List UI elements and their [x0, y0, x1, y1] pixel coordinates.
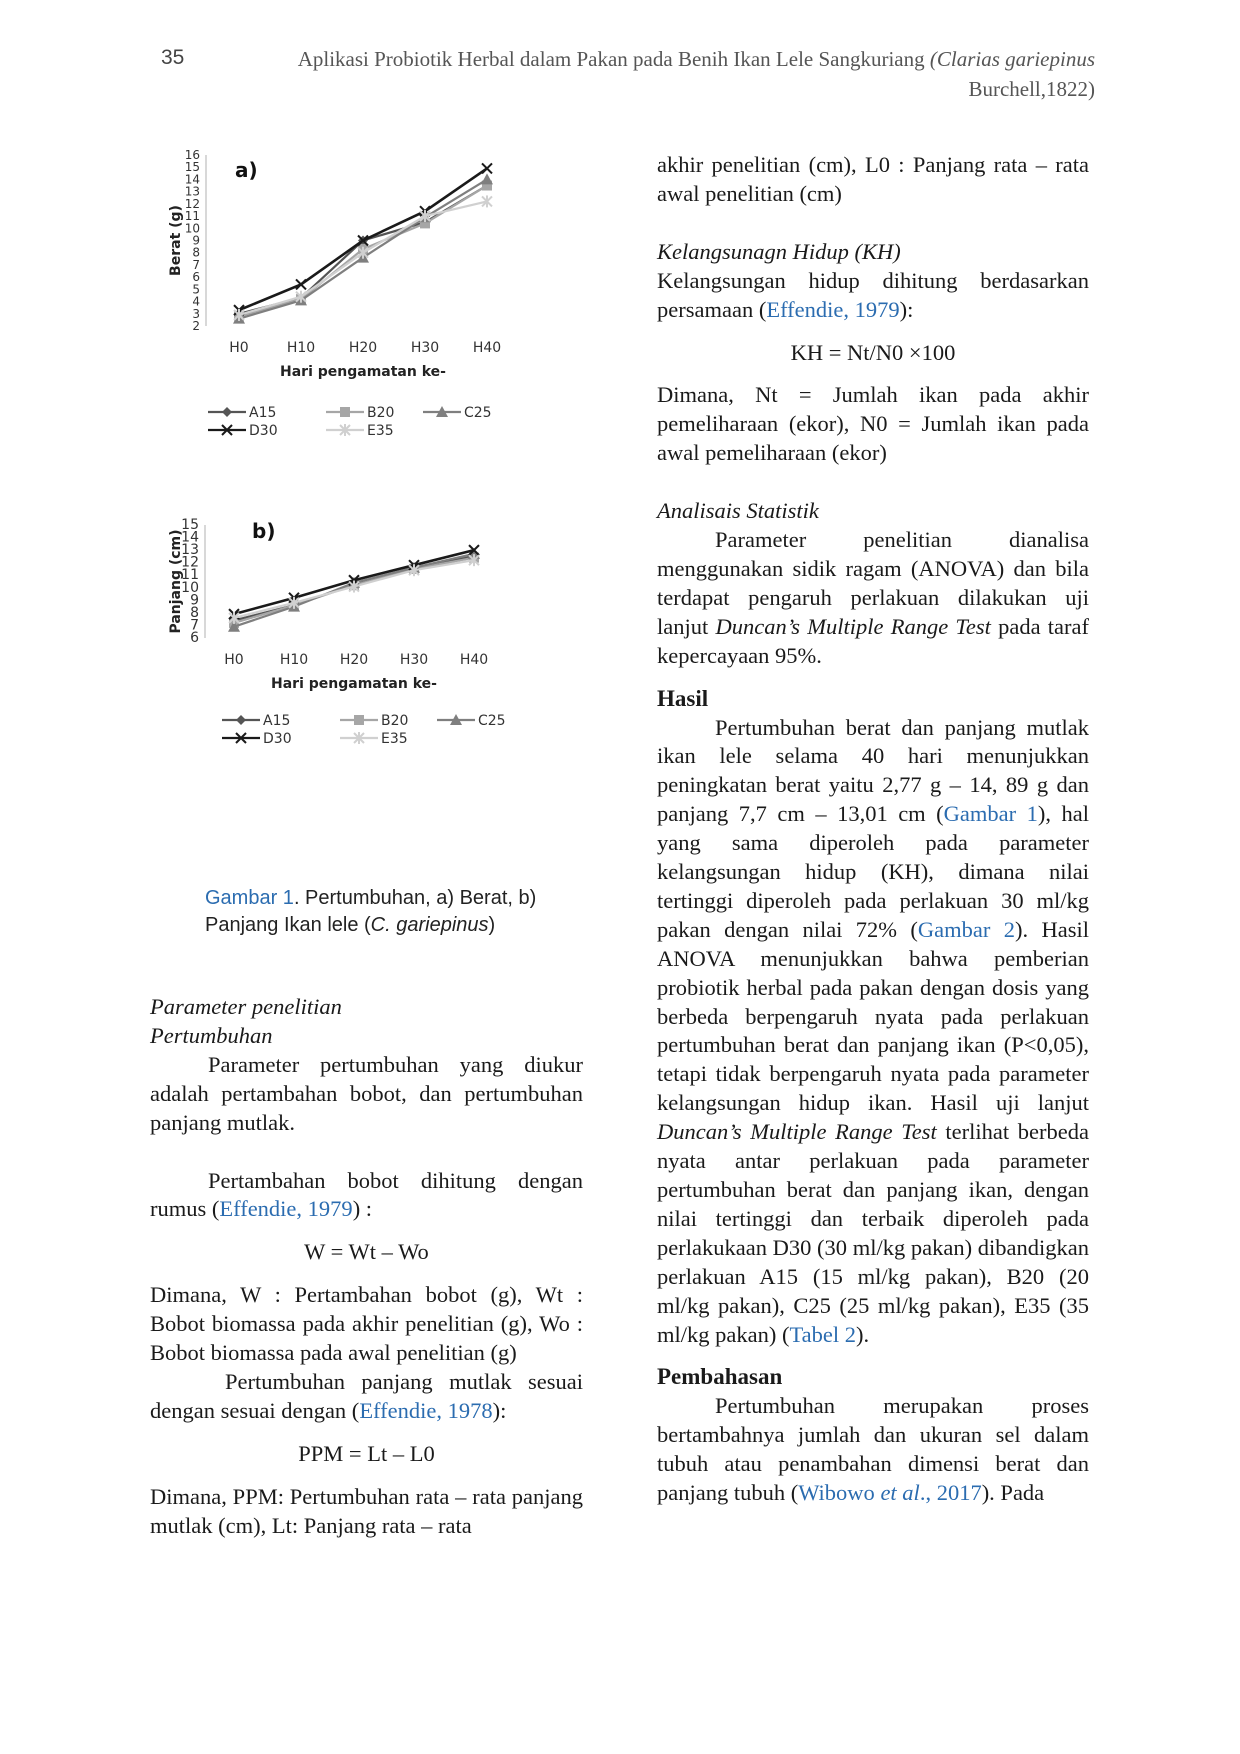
- y-tick-label: 15: [181, 517, 199, 533]
- x-tick-label: H40: [472, 340, 502, 356]
- y-tick-label: 6: [190, 630, 199, 646]
- chart-berat: [168, 148, 580, 495]
- running-head: [135, 44, 1095, 104]
- y-tick-label: 9: [190, 592, 199, 609]
- left-column: [150, 993, 583, 1541]
- x-tick-label: H20: [348, 340, 378, 356]
- x-tick-label: H40: [459, 652, 489, 668]
- legend-item: [208, 423, 278, 439]
- chart-panjang: [168, 517, 580, 845]
- y-tick-label: 11: [184, 209, 200, 224]
- legend-label: D30: [263, 731, 292, 747]
- x-tick-label: H30: [410, 340, 440, 356]
- y-axis-label: Berat (g): [168, 205, 184, 276]
- marker-triangle: [481, 173, 493, 184]
- x-tick-label: H30: [399, 652, 429, 668]
- figure-ref-link[interactable]: Gambar 1: [943, 801, 1038, 827]
- figure-caption: [205, 885, 585, 939]
- y-tick-label: 10: [184, 221, 200, 236]
- running-title: Aplikasi Probiotik Herbal dalam Pakan pada Benih Ikan Lele Sangkuriang: [297, 47, 925, 71]
- legend-label: A15: [263, 713, 291, 729]
- x-tick-label: H20: [339, 652, 369, 668]
- x-axis-label: Hari pengamatan ke-: [280, 364, 446, 380]
- paragraph: Dimana, W : Pertambahan bobot (g), Wt : Bobot biomassa pada akhir penelitian (g), Wo : Bobot biomassa pada awal penelitian (g): [150, 1282, 583, 1366]
- legend-item: [437, 713, 506, 729]
- panel-label: b): [252, 519, 276, 543]
- paragraph: Pertumbuhan panjang mutlak sesuai dengan sesuai dengan (Effendie, 1978):: [150, 1368, 583, 1423]
- x-tick-label: H10: [279, 652, 309, 668]
- y-tick-label: 7: [190, 617, 199, 634]
- page-number: 35: [161, 46, 185, 69]
- x-tick-label: H0: [224, 652, 244, 668]
- marker-x: [482, 163, 492, 173]
- y-tick-label: 8: [192, 245, 200, 260]
- series-D30: [234, 163, 492, 315]
- formula-kh: KH = Nt/N0 ×100: [790, 339, 956, 365]
- y-axis-label: Panjang (cm): [168, 529, 184, 634]
- figure-ref-link[interactable]: Gambar 2: [917, 916, 1016, 942]
- y-tick-label: 14: [184, 172, 200, 187]
- y-tick-label: 5: [192, 282, 200, 297]
- paragraph: Pertumbuhan berat dan panjang mutlak ikan lele selama 40 hari menunjukkan peningkatan berat yaitu 2,77 g – 14, 89 g dan panjang 7,7 cm – 13,01 cm (Gambar 1), hal yang sama diperoleh pada parameter kelangsungan hidup (KH), dimana nilai tertinggi diperoleh pada perlakuan 30 ml/kg pakan dengan nilai 72% (Gambar 2). Hasil ANOVA menunjukkan bahwa pemberian probiotik herbal pada pakan dengan dosis yang berbeda berpengaruh nyata pada perlakuan pertumbuhan berat dan panjang ikan (P<0,05), tetapi tidak berpengaruh nyata pada parameter kelangsungan hidup ikan. Hasil uji lanjut Duncan’s Multiple Range Test terlihat berbeda nyata antar perlakuan pada parameter pertumbuhan berat dan panjang ikan, dengan nilai tertinggi dan terbaik diperoleh pada perlakukaan D30 (30 ml/kg pakan) dibandigkan perlakuan A15 (15 ml/kg pakan), B20 (20 ml/kg pakan), C25 (25 ml/kg pakan), E35 (35 ml/kg pakan) (Tabel 2).: [657, 714, 1089, 1347]
- paragraph: Parameter pertumbuhan yang diukur adalah pertambahan bobot, dan pertumbuhan panjang mutlak.: [150, 1051, 583, 1135]
- legend-label: B20: [367, 405, 395, 421]
- legend-item: [326, 405, 394, 421]
- y-tick-label: 12: [181, 554, 199, 571]
- paragraph: akhir penelitian (cm), L0 : Panjang rata – rata awal penelitian (cm): [657, 152, 1089, 206]
- citation-link[interactable]: Effendie, 1978: [359, 1397, 493, 1423]
- y-tick-label: 11: [181, 567, 199, 584]
- y-tick-label: 13: [181, 542, 199, 559]
- marker-x: [296, 279, 306, 289]
- legend-item: [222, 731, 292, 747]
- right-column: [657, 151, 1089, 1508]
- x-tick-label: H10: [286, 340, 316, 356]
- paragraph: Pertambahan bobot dihitung dengan rumus (Effendie, 1979) :: [150, 1167, 583, 1222]
- paragraph: Dimana, PPM: Pertumbuhan rata – rata panjang mutlak (cm), Lt: Panjang rata – rata: [150, 1483, 583, 1538]
- legend-label: A15: [249, 405, 277, 421]
- formula-ppm: PPM = Lt – L0: [298, 1440, 435, 1466]
- x-tick-label: H0: [229, 340, 249, 356]
- legend-label: E35: [381, 731, 408, 747]
- formula-w: W = Wt – Wo: [304, 1239, 429, 1265]
- subheading-pertumbuhan: Pertumbuhan: [150, 1022, 273, 1048]
- paragraph: Kelangsungan hidup dihitung berdasarkan persamaan (Effendie, 1979):: [657, 267, 1089, 322]
- y-tick-label: 3: [192, 306, 200, 321]
- x-axis-label: Hari pengamatan ke-: [271, 676, 437, 692]
- y-tick-label: 6: [192, 270, 200, 285]
- marker-square: [354, 715, 364, 725]
- y-tick-label: 9: [192, 233, 200, 248]
- y-tick-label: 12: [184, 196, 200, 211]
- running-title-species: (Clarias gariepinus: [929, 47, 1095, 71]
- heading-hasil: Hasil: [657, 685, 709, 711]
- table-ref-link[interactable]: Tabel 2: [789, 1321, 856, 1347]
- legend-item: [208, 405, 276, 421]
- y-tick-label: 14: [181, 529, 199, 546]
- citation-link[interactable]: Wibowo et al., 2017: [798, 1480, 982, 1506]
- legend-label: C25: [478, 713, 506, 729]
- marker-square: [340, 407, 350, 417]
- caption-text: . Pertumbuhan, a) Berat, b): [293, 887, 537, 909]
- citation-link[interactable]: Effendie, 1979: [766, 296, 900, 322]
- y-tick-label: 4: [192, 294, 200, 309]
- paragraph: Parameter penelitian dianalisa menggunakan sidik ragam (ANOVA) dan bila terdapat pengaruh perlakuan dilakukan uji lanjut Duncan’s Multiple Range Test pada taraf kepercayaan 95%.: [657, 527, 1089, 668]
- y-tick-label: 2: [192, 319, 200, 333]
- legend-item: [340, 713, 408, 729]
- legend-label: E35: [367, 423, 394, 439]
- heading-pembahasan: Pembahasan: [657, 1364, 783, 1390]
- y-tick-label: 8: [190, 604, 199, 621]
- y-tick-label: 13: [184, 184, 200, 199]
- y-tick-label: 10: [181, 579, 199, 596]
- running-title-author: Burchell,1822): [968, 77, 1095, 101]
- legend-item: [340, 731, 408, 747]
- y-tick-label: 15: [184, 160, 200, 175]
- paragraph: Pertumbuhan merupakan proses bertambahnya jumlah dan ukuran sel dalam tubuh atau penambahan dimensi berat dan panjang tubuh (Wibowo et al., 2017). Pada: [657, 1393, 1089, 1506]
- subheading-kh: Kelangsunagn Hidup (KH): [657, 238, 901, 264]
- series-E35: [234, 195, 492, 321]
- marker-diamond: [236, 715, 246, 725]
- caption-line2: Panjang Ikan lele (: [205, 914, 371, 936]
- figure-ref-link[interactable]: Gambar 1: [205, 887, 294, 909]
- y-tick-label: 16: [184, 148, 200, 162]
- panel-label: a): [235, 158, 258, 182]
- citation-link[interactable]: Effendie, 1979: [219, 1196, 353, 1222]
- legend-label: B20: [381, 713, 409, 729]
- caption-species: C. gariepinus: [370, 914, 489, 936]
- legend-label: D30: [249, 423, 278, 439]
- y-tick-label: 7: [192, 257, 200, 272]
- subheading-statistik: Analisais Statistik: [657, 498, 819, 524]
- legend-label: C25: [464, 405, 492, 421]
- marker-diamond: [222, 407, 232, 417]
- caption-close: ): [488, 914, 496, 936]
- legend-item: [326, 423, 394, 439]
- subheading-parameter: Parameter penelitian: [150, 994, 342, 1019]
- legend-item: [222, 713, 290, 729]
- legend-item: [423, 405, 492, 421]
- paragraph: Dimana, Nt = Jumlah ikan pada akhir pemeliharaan (ekor), N0 = Jumlah ikan pada awal pemeliharaan (ekor): [657, 382, 1089, 466]
